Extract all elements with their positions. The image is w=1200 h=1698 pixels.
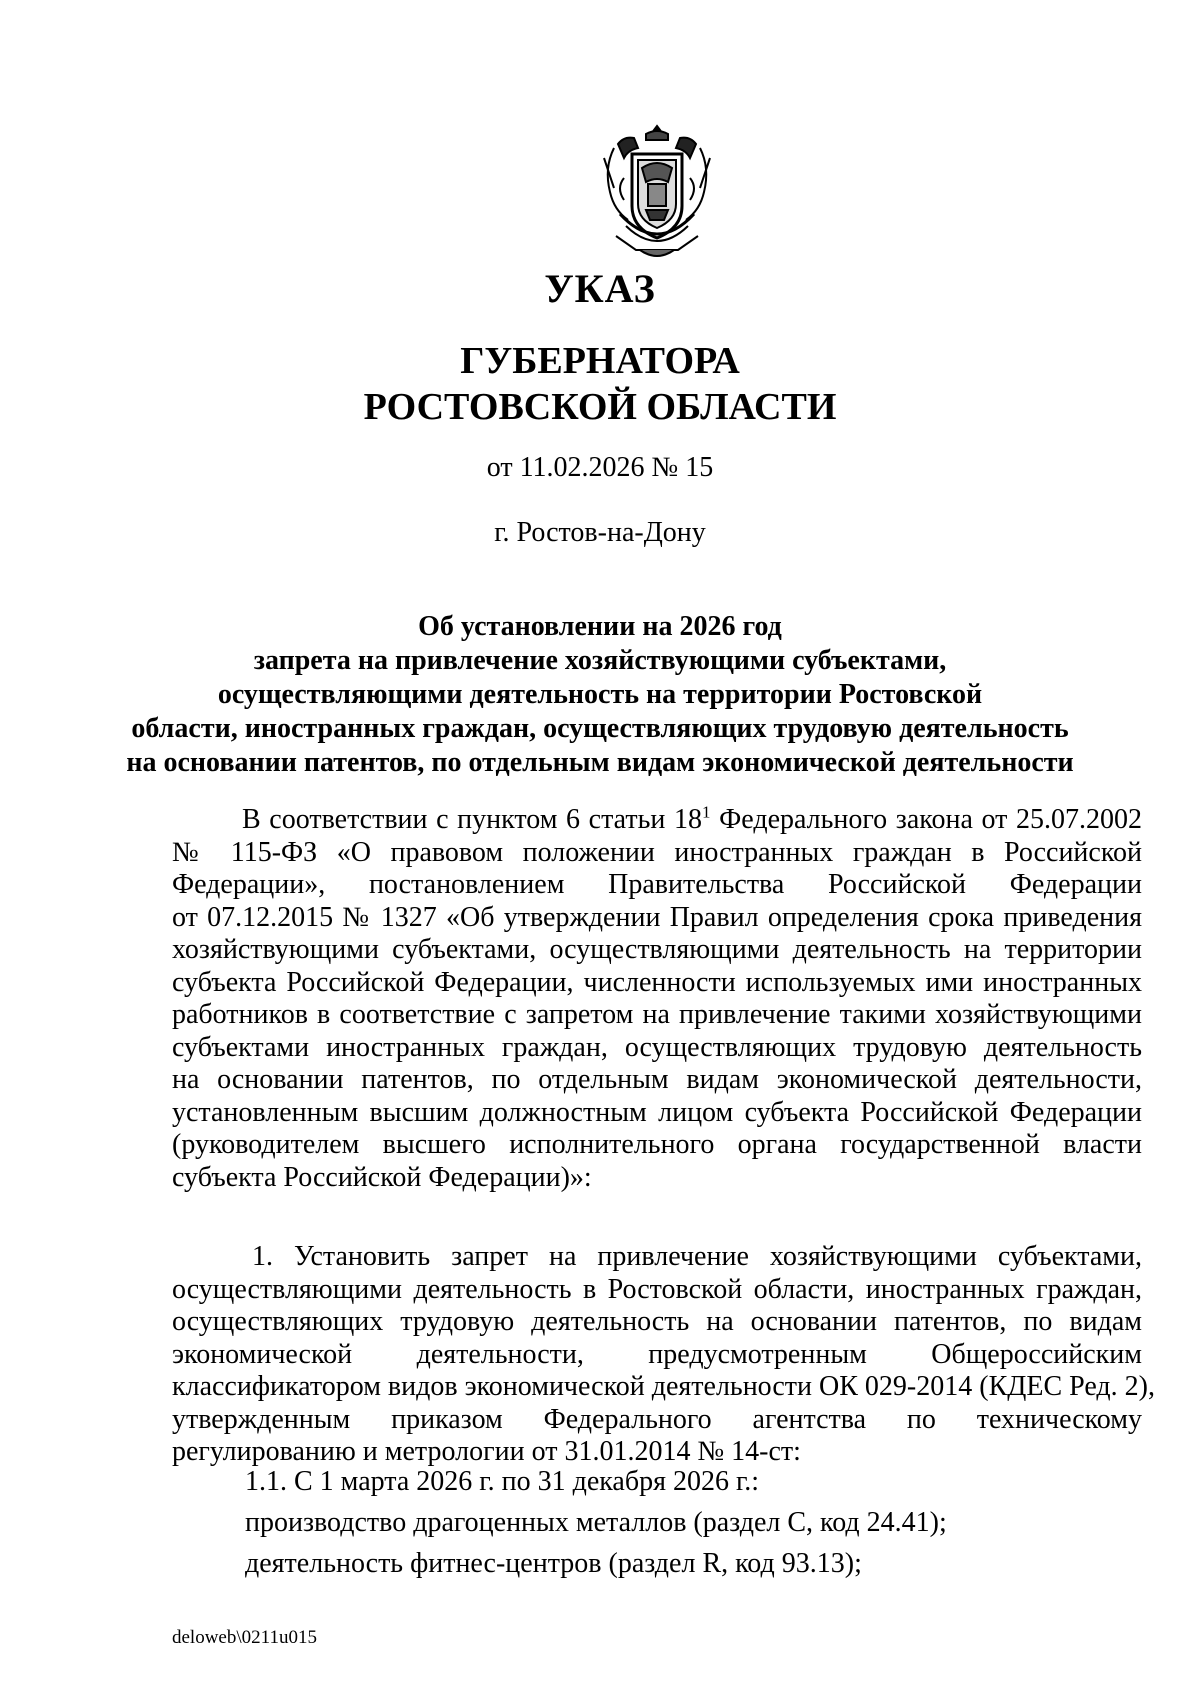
document-heading: [0, 610, 1200, 780]
preamble-line: субъекта Российской Федерации, численности используемых ими иностранных: [172, 966, 1142, 998]
preamble-line: субъектами иностранных граждан, осуществляющих трудовую деятельность: [172, 1031, 1142, 1063]
point-line-last: регулированию и метрологии от 31.01.2014 № 14-ст:: [172, 1436, 801, 1467]
article-superscript: 1: [702, 802, 711, 822]
point-line: классификатором видов экономической деятельности ОК 029-2014 (КДЕС Ред. 2),: [172, 1371, 1155, 1402]
issuer-line-1: ГУБЕРНАТОРА: [460, 340, 740, 382]
preamble-paragraph: [172, 804, 1142, 1194]
preamble-line: Федерации», постановлением Правительства Российской Федерации: [172, 869, 1142, 900]
subpoint-item: производство драгоценных металлов (раздел С, код 24.41);: [245, 1507, 947, 1538]
document-type-title: УКАЗ: [544, 266, 656, 311]
preamble-text: В соответствии с пунктом 6 статьи 18: [242, 804, 703, 835]
subpoint-1-1: 1.1. С 1 марта 2026 г. по 31 декабря 2026 г.:: [245, 1466, 760, 1497]
point-1-paragraph: [172, 1241, 1155, 1469]
heading-line: на основании патентов, по отдельным видам экономической деятельности: [126, 747, 1074, 778]
document-date-number: от 11.02.2026 № 15: [486, 452, 714, 483]
preamble-line: (руководителем высшего исполнительного органа государственной власти: [172, 1129, 1142, 1160]
preamble-line: хозяйствующими субъектами, осуществляющими деятельность на территории: [172, 934, 1142, 965]
document-city: г. Ростов-на-Дону: [494, 517, 706, 548]
point-line: осуществляющих трудовую деятельность на основании патентов, по видам: [172, 1306, 1142, 1337]
preamble-line: № 115-ФЗ «О правовом положении иностранных граждан в Российской: [172, 836, 1142, 868]
preamble-line: от 07.12.2015 № 1327 «Об утверждении Правил определения срока приведения: [172, 901, 1142, 933]
preamble-line: на основании патентов, по отдельным видам экономической деятельности,: [172, 1064, 1142, 1095]
point-line-first: 1. Установить запрет на привлечение хозяйствующими субъектами,: [252, 1241, 1142, 1272]
heading-line: области, иностранных граждан, осуществляющих трудовую деятельность: [131, 713, 1069, 744]
issuer-title: [0, 338, 1200, 430]
heading-line: Об установлении на 2026 год: [418, 611, 782, 642]
point-line: утвержденным приказом Федерального агентства по техническому: [172, 1403, 1142, 1435]
heading-line: осуществляющими деятельность на территории Ростовской: [217, 679, 983, 710]
heading-line: запрета на привлечение хозяйствующими субъектами,: [253, 645, 947, 676]
coat-of-arms-icon: [596, 118, 718, 268]
preamble-line: работников в соответствие с запретом на привлечение такими хозяйствующими: [172, 999, 1142, 1030]
preamble-line-first: [172, 804, 1142, 837]
subpoint-item: деятельность фитнес-центров (раздел R, код 93.13);: [245, 1548, 862, 1579]
point-line: экономической деятельности, предусмотренным Общероссийским: [172, 1338, 1142, 1370]
file-reference: deloweb\0211u015: [172, 1627, 317, 1648]
preamble-line-last: субъекта Российской Федерации)»:: [172, 1161, 592, 1193]
point-line: осуществляющими деятельность в Ростовской области, иностранных граждан,: [172, 1273, 1142, 1305]
preamble-text: Федерального закона от 25.07.2002: [710, 804, 1142, 835]
preamble-line: установленным высшим должностным лицом субъекта Российской Федерации: [172, 1096, 1142, 1128]
issuer-line-2: РОСТОВСКОЙ ОБЛАСТИ: [363, 386, 837, 428]
